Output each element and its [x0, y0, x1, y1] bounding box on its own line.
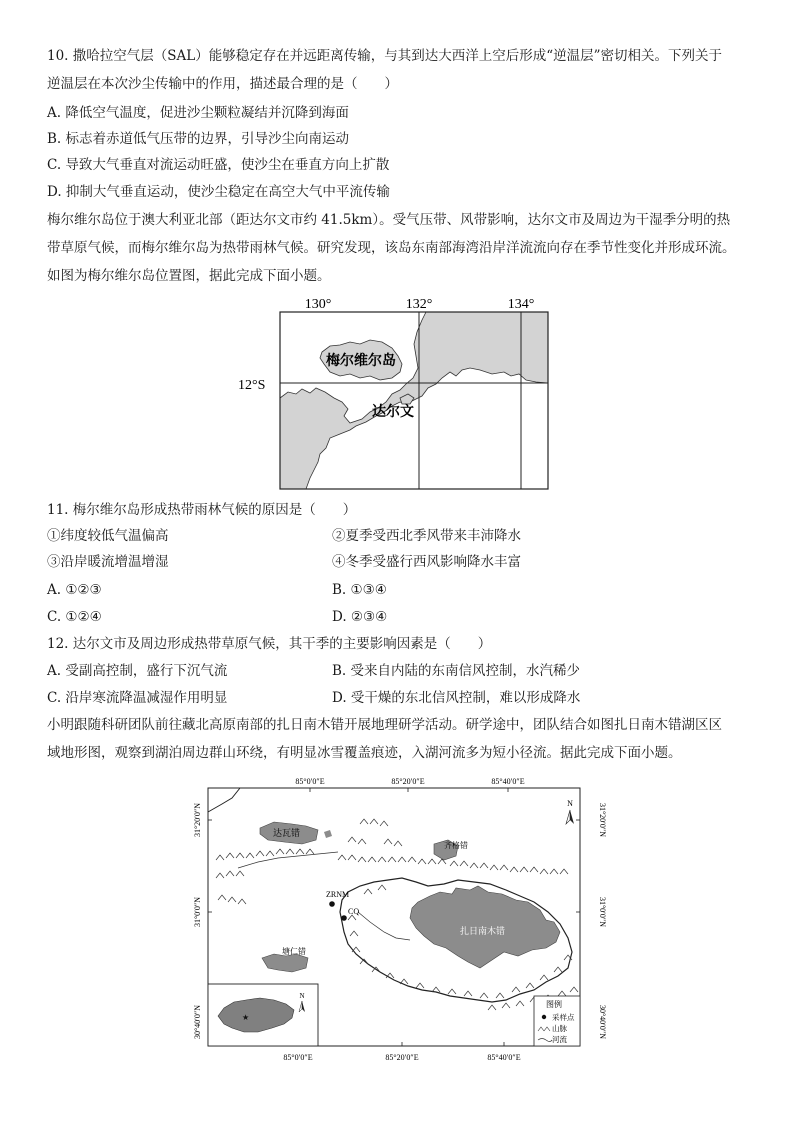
- q11-item-3: ③沿岸暖流增温增湿: [47, 554, 169, 570]
- lon-bottom-85-20: 85°20′0″E: [385, 1053, 419, 1062]
- lon-bottom-85-0: 85°0′0″E: [283, 1053, 313, 1062]
- passage1-line2: 带草原气候，而梅尔维尔岛为热带雨林气候。研究发现，该岛东南部海湾沿岸洋流流向存在季节性变化并形成环流。: [47, 240, 736, 256]
- sample-site-zrnm: [329, 901, 335, 907]
- lon-label-132: 132°: [405, 297, 433, 312]
- q11-stem: 11. 梅尔维尔岛形成热带雨林气候的原因是（ ）: [47, 502, 357, 518]
- lon-top-85-40: 85°40′0″E: [491, 777, 525, 786]
- q11-option-d: D. ②③④: [332, 609, 388, 625]
- legend-item-mountain: 山脉: [552, 1024, 567, 1033]
- lake-label-tangren: 塘仁错: [282, 947, 306, 956]
- q10-option-d: D. 抑制大气垂直运动，使沙尘稳定在高空大气中平流传输: [47, 184, 390, 200]
- lon-label-134: 134°: [507, 297, 535, 312]
- study-area-star-icon: ★: [242, 1013, 250, 1022]
- q12-option-a: A. 受副高控制，盛行下沉气流: [47, 663, 228, 679]
- lat-left-30-40: 30°40′0″N: [193, 1004, 202, 1040]
- passage1-line1: 梅尔维尔岛位于澳大利亚北部（距达尔文市约 41.5km）。受气压带、风带影响，达尔文市及周边为干湿季分明的热: [47, 212, 731, 228]
- legend-item-sample: 采样点: [552, 1013, 575, 1022]
- lon-bottom-85-40: 85°40′0″E: [487, 1053, 521, 1062]
- q12-option-c: C. 沿岸寒流降温减湿作用明显: [47, 690, 228, 706]
- lat-left-31-0: 31°0′0″N: [193, 896, 202, 928]
- lake-label-dawa: 达瓦错: [273, 828, 301, 838]
- q11-option-c: C. ①②④: [47, 609, 102, 625]
- lat-right-31-20: 31°20′0″N: [598, 802, 607, 838]
- legend-item-river: 河流: [552, 1035, 567, 1044]
- map-legend: [534, 996, 580, 1046]
- zhari-namco-map: [188, 772, 618, 1068]
- q10-option-c: C. 导致大气垂直对流运动旺盛，使沙尘在垂直方向上扩散: [47, 157, 390, 173]
- q10-stem-line2: 逆温层在本次沙尘传输中的作用，描述最合理的是（ ）: [47, 76, 398, 92]
- q10-stem-line1: 10. 撒哈拉空气层（SAL）能够稳定存在并远距离传输，与其到达大西洋上空后形成“逆温层”密切相关。下列关于: [47, 48, 723, 64]
- q12-stem: 12. 达尔文市及周边形成热带草原气候，其干季的主要影响因素是（ ）: [47, 636, 492, 652]
- lake-label-qige: 齐格错: [444, 841, 468, 850]
- island-label: 梅尔维尔岛: [326, 354, 396, 369]
- north-label: N: [567, 799, 573, 808]
- q11-option-b: B. ①③④: [332, 582, 387, 598]
- passage2-line1: 小明跟随科研团队前往藏北高原南部的扎日南木错开展地理研学活动。研学途中，团队结合如图扎日南木错湖区区: [47, 717, 722, 733]
- q11-item-4: ④冬季受盛行西风影响降水丰富: [332, 554, 521, 570]
- q11-item-1: ①纬度较低气温偏高: [47, 528, 169, 544]
- legend-sample-icon: [542, 1015, 546, 1019]
- site-label-zrnm: ZRNM: [326, 890, 350, 899]
- passage2-line2: 域地形图，观察到湖泊周边群山环绕，有明显冰雪覆盖痕迹，入湖河流多为短小径流。据此完成下面小题。: [47, 745, 682, 761]
- inset-north-label: N: [299, 992, 305, 1000]
- site-label-cq: CQ: [348, 907, 360, 916]
- lat-right-31-0: 31°0′0″N: [598, 896, 607, 928]
- passage1-line3: 如图为梅尔维尔岛位置图，据此完成下面小题。: [47, 268, 331, 284]
- lon-top-85-0: 85°0′0″E: [295, 777, 325, 786]
- melville-island-map: [230, 288, 560, 493]
- lon-label-130: 130°: [304, 297, 332, 312]
- lat-left-31-20: 31°20′0″N: [193, 802, 202, 838]
- q11-item-2: ②夏季受西北季风带来丰沛降水: [332, 528, 521, 544]
- q10-option-b: B. 标志着赤道低气压带的边界，引导沙尘向南运动: [47, 131, 350, 147]
- sample-site-cq: [341, 915, 347, 921]
- q10-option-a: A. 降低空气温度，促进沙尘颗粒凝结并沉降到海面: [47, 105, 349, 121]
- lon-top-85-20: 85°20′0″E: [391, 777, 425, 786]
- q12-option-d: D. 受干燥的东北信风控制，难以形成降水: [332, 690, 581, 706]
- q11-option-a: A. ①②③: [47, 582, 102, 598]
- lat-label-12s: 12°S: [238, 378, 266, 393]
- inset-map: [208, 984, 318, 1046]
- legend-title: 图例: [546, 1000, 562, 1009]
- q12-option-b: B. 受来自内陆的东南信风控制，水汽稀少: [332, 663, 581, 679]
- lake-label-zhari-namco: 扎日南木错: [460, 926, 506, 936]
- darwin-label: 达尔文: [372, 405, 414, 420]
- lat-right-30-40: 30°40′0″N: [598, 1004, 607, 1040]
